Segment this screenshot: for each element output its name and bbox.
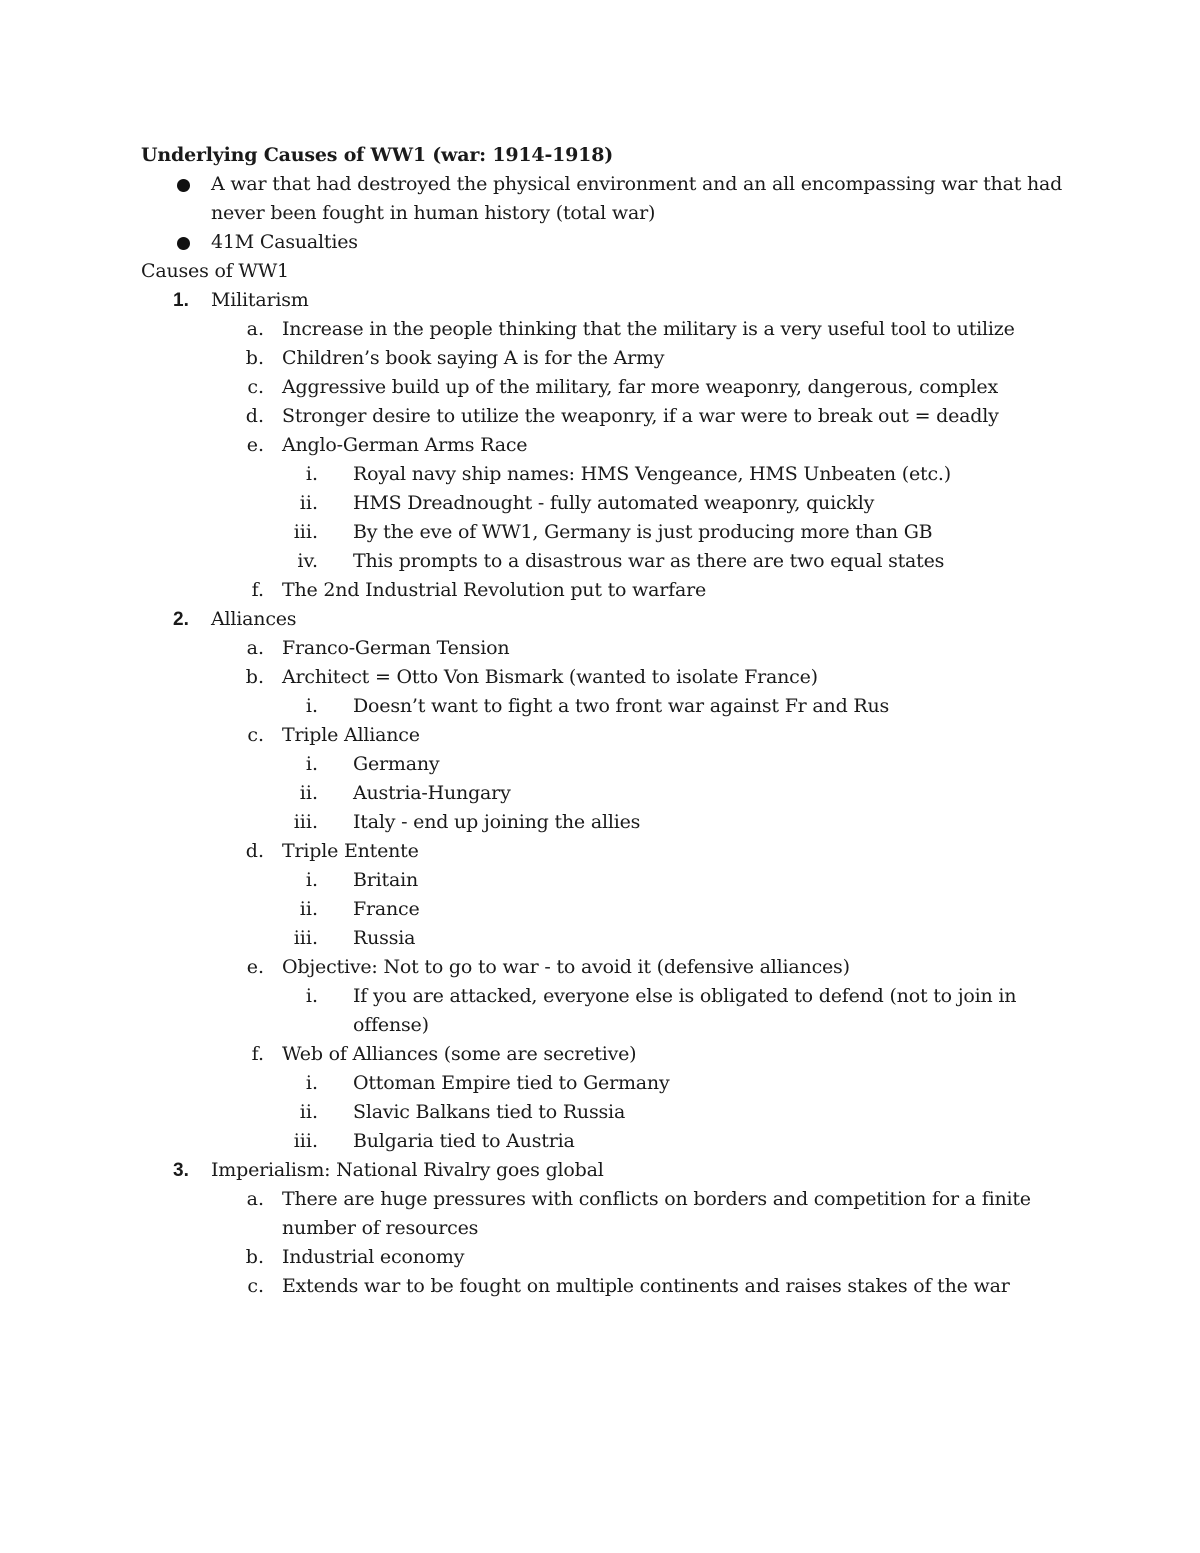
list-number: 3. [173, 1160, 189, 1181]
sub-sub-item-text: HMS Dreadnought - fully automated weaponry, quickly [353, 492, 875, 514]
sub-sub-item-marker: ii. [299, 492, 318, 514]
sub-sub-item-marker: i. [305, 463, 318, 485]
sub-item-marker: c. [247, 376, 264, 398]
sub-sub-item-marker: i. [305, 985, 318, 1007]
sub-item-text: There are huge pressures with conflicts on borders and competition for a finite [282, 1188, 1031, 1210]
sub-sub-item-text: Italy - end up joining the allies [353, 811, 641, 833]
sub-item-text: Objective: Not to go to war - to avoid it (defensive alliances) [282, 956, 850, 978]
sub-item-text: Architect = Otto Von Bismark (wanted to isolate France) [282, 666, 818, 688]
sub-item-marker: f. [251, 579, 264, 601]
sub-sub-item-text: Bulgaria tied to Austria [353, 1130, 575, 1152]
sub-sub-item-marker: iv. [297, 550, 318, 572]
sub-sub-item-text: By the eve of WW1, Germany is just producing more than GB [353, 521, 933, 543]
sub-sub-item-marker: iii. [293, 927, 318, 949]
sub-item-marker: b. [245, 666, 264, 688]
sub-item-text: Triple Entente [282, 840, 419, 862]
sub-item-text: Triple Alliance [282, 724, 420, 746]
sub-sub-item-marker: i. [305, 753, 318, 775]
sub-sub-item-text: This prompts to a disastrous war as there are two equal states [353, 550, 945, 572]
section-heading: Causes of WW1 [141, 260, 289, 282]
sub-sub-item-text: Slavic Balkans tied to Russia [353, 1101, 626, 1123]
bullet-icon [177, 179, 190, 192]
sub-sub-item-text-continued: offense) [353, 1014, 429, 1036]
bullet-text: never been fought in human history (total war) [211, 202, 656, 224]
sub-sub-item-text: Austria-Hungary [353, 782, 511, 804]
sub-sub-item-marker: ii. [299, 782, 318, 804]
sub-sub-item-marker: iii. [293, 811, 318, 833]
sub-sub-item-text: Doesn’t want to fight a two front war against Fr and Rus [353, 695, 890, 717]
sub-item-text: Franco-German Tension [282, 637, 510, 659]
sub-item-marker: d. [245, 840, 264, 862]
sub-sub-item-marker: iii. [293, 521, 318, 543]
list-item-label: Militarism [211, 289, 309, 311]
sub-sub-item-marker: i. [305, 695, 318, 717]
sub-sub-item-text: Ottoman Empire tied to Germany [353, 1072, 670, 1094]
sub-item-text: Anglo-German Arms Race [282, 434, 528, 456]
sub-sub-item-text: Germany [353, 753, 440, 775]
sub-item-marker: c. [247, 724, 264, 746]
page-title: Underlying Causes of WW1 (war: 1914-1918) [141, 144, 614, 166]
list-number: 2. [173, 609, 189, 630]
sub-sub-item-marker: ii. [299, 1101, 318, 1123]
sub-item-text: Web of Alliances (some are secretive) [282, 1043, 637, 1065]
bullet-text: 41M Casualties [211, 231, 358, 253]
sub-sub-item-text: Britain [353, 869, 418, 891]
list-item-label: Alliances [211, 608, 297, 630]
sub-item-text: Extends war to be fought on multiple continents and raises stakes of the war [282, 1275, 1010, 1297]
sub-item-marker: c. [247, 1275, 264, 1297]
sub-sub-item-text: Russia [353, 927, 416, 949]
sub-item-marker: e. [246, 434, 264, 456]
sub-sub-item-text: If you are attacked, everyone else is obligated to defend (not to join in [353, 985, 1017, 1007]
sub-sub-item-marker: ii. [299, 898, 318, 920]
sub-item-marker: b. [245, 347, 264, 369]
sub-item-marker: e. [246, 956, 264, 978]
sub-sub-item-marker: i. [305, 869, 318, 891]
sub-item-text: Children’s book saying A is for the Army [282, 347, 665, 369]
bullet-text: A war that had destroyed the physical environment and an all encompassing war that had [211, 173, 1063, 195]
sub-sub-item-marker: iii. [293, 1130, 318, 1152]
sub-item-marker: a. [246, 637, 264, 659]
sub-item-text: Increase in the people thinking that the military is a very useful tool to utilize [282, 318, 1015, 340]
sub-item-text: The 2nd Industrial Revolution put to warfare [282, 579, 707, 601]
list-item-label: Imperialism: National Rivalry goes global [211, 1159, 604, 1181]
sub-item-marker: a. [246, 1188, 264, 1210]
sub-item-text: Aggressive build up of the military, far more weaponry, dangerous, complex [282, 376, 998, 398]
bullet-icon [177, 237, 190, 250]
list-number: 1. [173, 290, 189, 311]
sub-item-marker: f. [251, 1043, 264, 1065]
sub-sub-item-text: France [353, 898, 420, 920]
sub-sub-item-text: Royal navy ship names: HMS Vengeance, HMS Unbeaten (etc.) [353, 463, 951, 485]
sub-item-marker: b. [245, 1246, 264, 1268]
sub-item-text: Industrial economy [282, 1246, 465, 1268]
sub-item-marker: a. [246, 318, 264, 340]
sub-item-text-continued: number of resources [282, 1217, 479, 1239]
sub-sub-item-marker: i. [305, 1072, 318, 1094]
sub-item-text: Stronger desire to utilize the weaponry, if a war were to break out = deadly [282, 405, 999, 427]
sub-item-marker: d. [245, 405, 264, 427]
